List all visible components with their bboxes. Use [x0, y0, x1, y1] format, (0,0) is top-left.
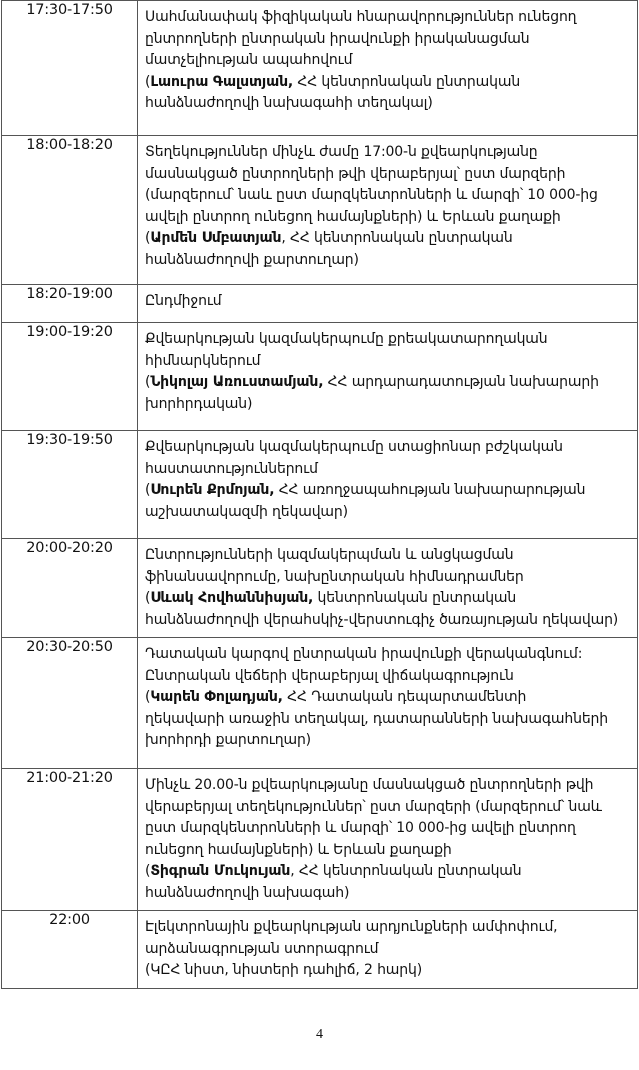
agenda-line: հաստատություններում [145, 460, 318, 477]
agenda-line: վերաբերյալ տեղեկություններ՝ ըստ մարզերի (մարզերում՝ նաև [145, 798, 602, 815]
agenda-line: ընտրողների ընտրական իրավունքի իրականացման [145, 30, 530, 47]
agenda-item [138, 431, 638, 539]
agenda-line: (ԿԸՀ նիստ, նիստերի դահլիճ, 2 հարկ) [145, 962, 423, 978]
page-number: 4 [316, 1027, 323, 1042]
agenda-line: մասնակցած ընտրողների թվի վերաբերյալ՝ ըստ մարզերի [145, 165, 566, 182]
schedule-row [2, 1, 638, 136]
speaker-role: ՀՀ կենտրոնական ընտրական [293, 73, 521, 90]
agenda-item [138, 769, 638, 911]
schedule-row [2, 285, 638, 323]
schedule-table [1, 0, 638, 989]
time-slot: 20:00-20:20 [2, 539, 138, 638]
agenda-line [145, 588, 631, 610]
agenda-line: ֆինանսավորումը, նախընտրական հիմնադրամներ [145, 568, 524, 585]
agenda-line [145, 687, 631, 709]
time-slot: 17:30-17:50 [2, 1, 138, 136]
time-slot: 18:00-18:20 [2, 136, 138, 285]
agenda-item [138, 539, 638, 638]
time-slot: 20:30-20:50 [2, 638, 138, 769]
agenda-line: ըստ մարզկենտրոնների և մարզի՝ 10 000-ից ավելի ընտրող [145, 820, 576, 836]
agenda-line: հանձնաժողովի վերահսկիչ-վերստուգիչ ծառայության ղեկավար) [145, 611, 619, 628]
agenda-line: հանձնաժողովի քարտուղար) [145, 251, 359, 268]
agenda-line [145, 480, 631, 502]
agenda-line: (մարզերում՝ նաև ըստ մարզկենտրոնների և մարզի՝ 10 000-ից [145, 187, 598, 203]
agenda-line: ունեցող համայնքների) և Երևան քաղաքի [145, 841, 452, 858]
schedule-row [2, 136, 638, 285]
schedule-row [2, 323, 638, 431]
agenda-line: Մինչև 20.00-ն քվեարկությանը մասնակցած ընտրողների թվի [145, 777, 594, 793]
agenda-item [138, 285, 638, 323]
speaker-name: Սևակ Հովհաննիսյան, [150, 590, 314, 606]
agenda-item [138, 638, 638, 769]
speaker-name: Կարեն Փոլադյան, [150, 689, 283, 705]
agenda-item [138, 323, 638, 431]
agenda-line: Էլեկտրոնային քվեարկության արդյունքների ամփոփում, [145, 919, 558, 935]
paren-open: ( [145, 689, 151, 705]
agenda-line [145, 228, 631, 250]
agenda-line: խորհրդական) [145, 395, 253, 412]
speaker-name: Նիկոլայ Առուստամյան, [150, 374, 324, 390]
agenda-line: Ընտրությունների կազմակերպման և անցկացման [145, 547, 514, 563]
time-slot: 19:00-19:20 [2, 323, 138, 431]
agenda-line: Ընդմիջում [145, 293, 222, 309]
agenda-line: խորհրդի քարտուղար) [145, 732, 311, 748]
time-slot: 18:20-19:00 [2, 285, 138, 323]
schedule-row [2, 431, 638, 539]
paren-open: ( [145, 863, 151, 879]
paren-open: ( [145, 374, 151, 390]
agenda-line: Քվեարկության կազմակերպումը ստացիոնար բժշկական [145, 439, 563, 455]
paren-open: ( [145, 230, 151, 246]
agenda-item [138, 136, 638, 285]
agenda-line: արձանագրության ստորագրում [145, 940, 379, 957]
speaker-role: , ՀՀ կենտրոնական ընտրական [281, 230, 513, 246]
time-slot: 21:00-21:20 [2, 769, 138, 911]
agenda-line: Քվեարկության կազմակերպումը քրեակատարողական [145, 331, 548, 347]
agenda-line: հիմնարկներում [145, 352, 261, 369]
speaker-role: կենտրոնական ընտրական [313, 590, 517, 606]
time-slot: 19:30-19:50 [2, 431, 138, 539]
speaker-role: ՀՀ առողջապահության նախարարության [274, 482, 586, 498]
speaker-name: Տիգրան Մուկույան [150, 863, 291, 879]
agenda-line: ավելի ընտրող ունեցող համայնքների) և Երևան քաղաքի [145, 208, 561, 225]
paren-open: ( [145, 73, 151, 90]
paren-open: ( [145, 590, 151, 606]
agenda-line: Ընտրական վեճերի վերաբերյալ վիճակագրություն [145, 667, 514, 684]
speaker-role: ՀՀ Դատական դեպարտամենտի [282, 689, 527, 705]
time-slot: 22:00 [2, 911, 138, 989]
agenda-line [145, 372, 631, 394]
schedule-row [2, 911, 638, 989]
schedule-row [2, 769, 638, 911]
agenda-line: հանձնաժողովի նախագահ) [145, 884, 350, 901]
speaker-name: Արմեն Սմբատյան [150, 230, 282, 246]
agenda-line [145, 861, 631, 883]
agenda-line [145, 72, 631, 94]
speaker-name: Սուրեն Քրմոյան, [150, 482, 275, 498]
schedule-row [2, 539, 638, 638]
schedule-row [2, 638, 638, 769]
agenda-line: Սահմանափակ ֆիզիկական հնարավորություններ ունեցող [145, 9, 577, 25]
schedule-body [2, 1, 638, 989]
agenda-line: ղեկավարի առաջին տեղակալ, դատարանների նախագահների [145, 710, 608, 727]
agenda-item [138, 911, 638, 989]
agenda-line: մատչելիության ապահովում [145, 52, 353, 68]
agenda-line: աշխատակազմի ղեկավար) [145, 503, 348, 520]
speaker-role: , ՀՀ կենտրոնական ընտրական [290, 863, 522, 879]
agenda-item [138, 1, 638, 136]
speaker-role: ՀՀ արդարադատության նախարարի [323, 374, 599, 390]
paren-open: ( [145, 482, 151, 498]
speaker-name: Լաուրա Գալստյան, [150, 73, 294, 90]
agenda-line: հանձնաժողովի նախագահի տեղակալ) [145, 95, 433, 111]
agenda-line: Դատական կարգով ընտրական իրավունքի վերականգնում: [145, 646, 583, 662]
agenda-line: Տեղեկություններ մինչև ժամը 17:00-ն քվեարկությանը [145, 144, 538, 160]
